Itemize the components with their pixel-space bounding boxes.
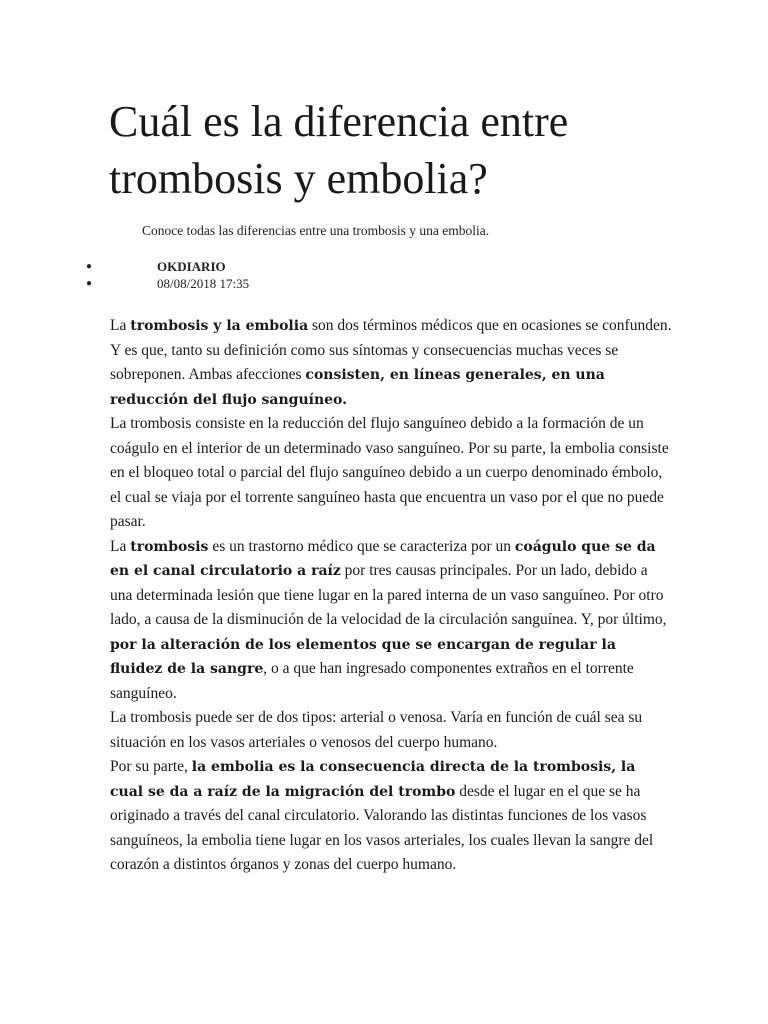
paragraph-text: por tres causas principales. Por un lado, debido a una determinada lesión que tiene lugar en la pared interna de un vaso sanguíneo. Por otro lado, a causa de la disminución de la velocidad de la circulación sanguínea. Y, por último,	[110, 562, 667, 628]
paragraph-text: La	[110, 317, 131, 334]
article-paragraph	[110, 412, 672, 535]
bold-text: la embolia es la consecuencia directa de la trombosis, la cual se da a raíz de la migración del trombo	[110, 759, 636, 800]
bullet-icon: ●	[86, 278, 93, 289]
paragraph-text: La trombosis consiste en la reducción del flujo sanguíneo debido a la formación de un coágulo en el interior de un determinado vaso sanguíneo. Por su parte, la embolia consiste en el bloqueo total o parcial del flujo sanguíneo debido a un cuerpo denominado émbolo, el cual se viaja por el torrente sanguíneo hasta que encuentra un vaso por el que no puede pasar.	[110, 415, 669, 530]
article-title: Cuál es la diferencia entre trombosis y embolia?	[109, 97, 569, 203]
article-paragraph	[110, 314, 672, 412]
bold-text: trombosis	[130, 538, 209, 555]
article-paragraph	[110, 706, 672, 755]
article-body	[110, 314, 672, 878]
article-subtitle: Conoce todas las diferencias entre una trombosis y una embolia.	[142, 223, 490, 238]
paragraph-text: , o a que han ingresado componentes extraños en el torrente sanguíneo.	[110, 660, 634, 702]
paragraph-text: La trombosis puede ser de dos tipos: arterial o venosa. Varía en función de cuál sea su situación en los vasos arteriales o venosos del cuerpo humano.	[110, 709, 643, 751]
bold-text: coágulo que se da en el canal circulatorio a raíz	[110, 538, 656, 579]
paragraph-text: Por su parte,	[110, 758, 192, 775]
paragraph-text: son dos términos médicos que en ocasiones se confunden. Y es que, tanto su definición como sus síntomas y consecuencias muchas veces se sobreponen. Ambas afecciones	[110, 317, 672, 383]
author-name: OKDIARIO	[157, 259, 226, 274]
bold-text: consisten, en líneas generales, en una reducción del flujo sanguíneo.	[110, 367, 605, 408]
paragraph-text: La	[110, 537, 131, 555]
bold-text: trombosis y la embolia	[130, 318, 309, 334]
article-paragraph	[110, 535, 672, 707]
bold-text: por la alteración de los elementos que se encargan de regular la fluidez de la sangre	[110, 636, 616, 677]
publish-date: 08/08/2018 17:35	[157, 276, 250, 291]
paragraph-text: desde el lugar en el que se ha originado a través del canal circulatorio. Valorando las distintas funciones de los vasos sanguíneos, la embolia tiene lugar en los vasos arteriales, los cuales llevan la sangre del corazón a distintos órganos y zonas del cuerpo humano.	[110, 782, 654, 873]
article-paragraph	[110, 755, 672, 878]
paragraph-text: es un trastorno médico que se caracteriza por un	[208, 537, 515, 555]
bullet-icon: ●	[86, 261, 93, 272]
